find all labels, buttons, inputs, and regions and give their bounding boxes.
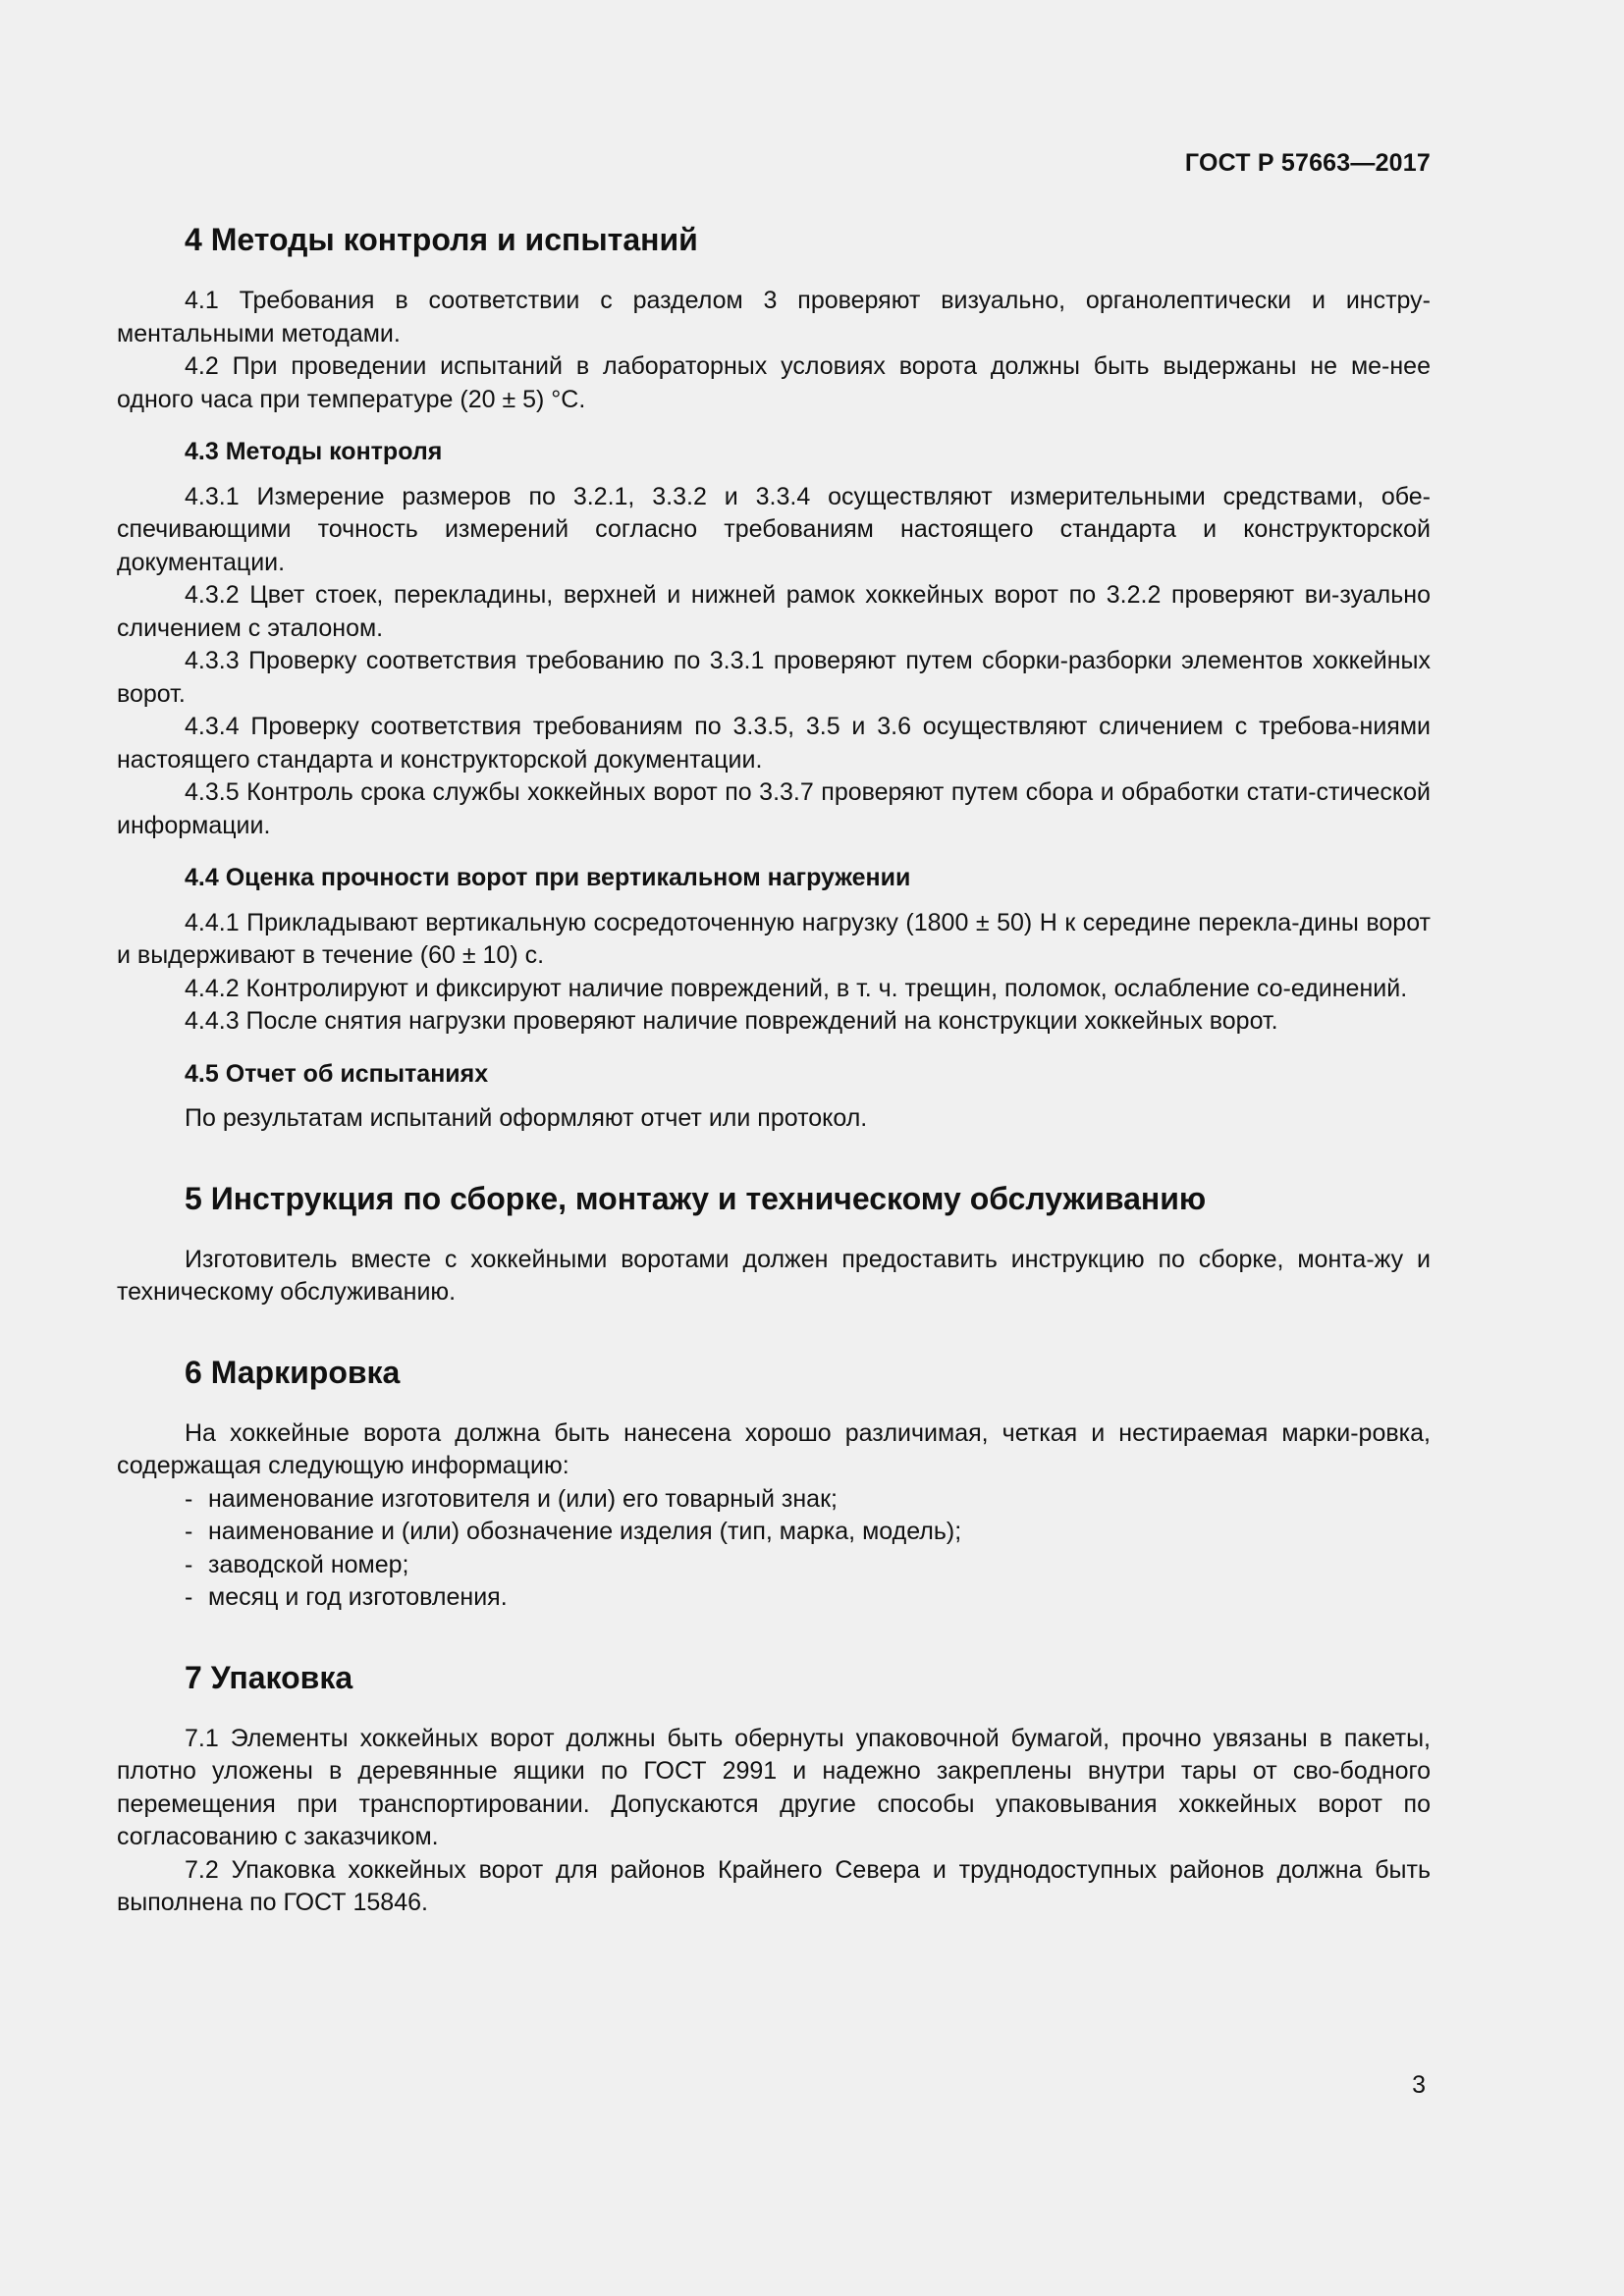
list-item: - месяц и год изготовления. bbox=[185, 1581, 1431, 1615]
subsection-4-3-title: 4.3 Методы контроля bbox=[185, 438, 443, 465]
section-4-title: 4 Методы контроля и испытаний bbox=[185, 222, 698, 257]
paragraph-6: На хоккейные ворота должна быть нанесена хорошо различимая, четкая и нестираемая марки-ровка, содержащая следующую информацию: bbox=[117, 1418, 1431, 1479]
paragraph-4-3-1: 4.3.1 Измерение размеров по 3.2.1, 3.3.2 и 3.3.4 осуществляют измерительными средствами, обе-спечивающими точность измерений согласно требованиям настоящего стандарта и конструкторской документации. bbox=[117, 482, 1431, 576]
paragraph-7-2: 7.2 Упаковка хоккейных ворот для районов Крайнего Севера и труднодоступных районов должна быть выполнена по ГОСТ 15846. bbox=[117, 1855, 1431, 1916]
paragraph-4-3-5: 4.3.5 Контроль срока службы хоккейных ворот по 3.3.7 проверяют путем сбора и обработки стати-стической информации. bbox=[117, 778, 1431, 839]
paragraph-7-1: 7.1 Элементы хоккейных ворот должны быть обернуты упаковочной бумагой, прочно увязаны в пакеты, плотно уложены в деревянные ящики по ГОСТ 2991 и надежно закреплены внутри тары от сво-бодного перемещения при транспортировании. Допускаются другие способы упаковывания хоккейных ворот по согласованию с заказчиком. bbox=[117, 1724, 1431, 1850]
subsection-4-5-title: 4.5 Отчет об испытаниях bbox=[185, 1059, 489, 1088]
paragraph-5: Изготовитель вместе с хоккейными воротами должен предоставить инструкцию по сборке, монта-жу и техническому обслуживанию. bbox=[117, 1245, 1431, 1306]
list-item: - наименование изготовителя и (или) его товарный знак; bbox=[185, 1483, 1431, 1517]
paragraph-4-2: 4.2 При проведении испытаний в лабораторных условиях ворота должны быть выдержаны не ме-нее одного часа при температуре (20 ± 5) °С. bbox=[117, 352, 1431, 413]
list-item: - наименование и (или) обозначение изделия (тип, марка, модель); bbox=[185, 1516, 1431, 1549]
standard-code: ГОСТ Р 57663—2017 bbox=[1184, 149, 1431, 177]
section-6-title: 6 Маркировка bbox=[185, 1354, 401, 1390]
paragraph-4-1: 4.1 Требования в соответствии с разделом 3 проверяют визуально, органолептически и инстру-ментальными методами. bbox=[117, 287, 1431, 347]
marking-list bbox=[117, 1483, 1431, 1615]
paragraph-4-3-3: 4.3.3 Проверку соответствия требованию по 3.3.1 проверяют путем сборки-разборки элементов хоккейных ворот. bbox=[117, 647, 1431, 708]
document-body bbox=[117, 220, 1431, 1920]
section-7-title: 7 Упаковка bbox=[185, 1659, 353, 1695]
paragraph-4-4-2: 4.4.2 Контролируют и фиксируют наличие повреждений, в т. ч. трещин, поломок, ослабление со-единений. bbox=[185, 974, 1408, 1002]
paragraph-4-4-3: 4.4.3 После снятия нагрузки проверяют наличие повреждений на конструкции хоккейных ворот. bbox=[185, 1007, 1278, 1035]
list-item: - заводской номер; bbox=[185, 1549, 1431, 1582]
section-5-title: 5 Инструкция по сборке, монтажу и техническому обслуживанию bbox=[185, 1180, 1207, 1216]
paragraph-4-3-4: 4.3.4 Проверку соответствия требованиям по 3.3.5, 3.5 и 3.6 осуществляют сличением с требова-ниями настоящего стандарта и конструкторской документации. bbox=[117, 713, 1431, 774]
page-number: 3 bbox=[1412, 2071, 1426, 2099]
document-page bbox=[117, 0, 1431, 2296]
paragraph-4-4-1: 4.4.1 Прикладывают вертикальную сосредоточенную нагрузку (1800 ± 50) Н к середине перекла-дины ворот и выдерживают в течение (60 ± 10) с. bbox=[117, 908, 1431, 969]
paragraph-4-5: По результатам испытаний оформляют отчет или протокол. bbox=[185, 1104, 868, 1132]
subsection-4-4-title: 4.4 Оценка прочности ворот при вертикальном нагружении bbox=[185, 864, 911, 891]
paragraph-4-3-2: 4.3.2 Цвет стоек, перекладины, верхней и нижней рамок хоккейных ворот по 3.2.2 проверяют ви-зуально сличением с эталоном. bbox=[117, 581, 1431, 642]
